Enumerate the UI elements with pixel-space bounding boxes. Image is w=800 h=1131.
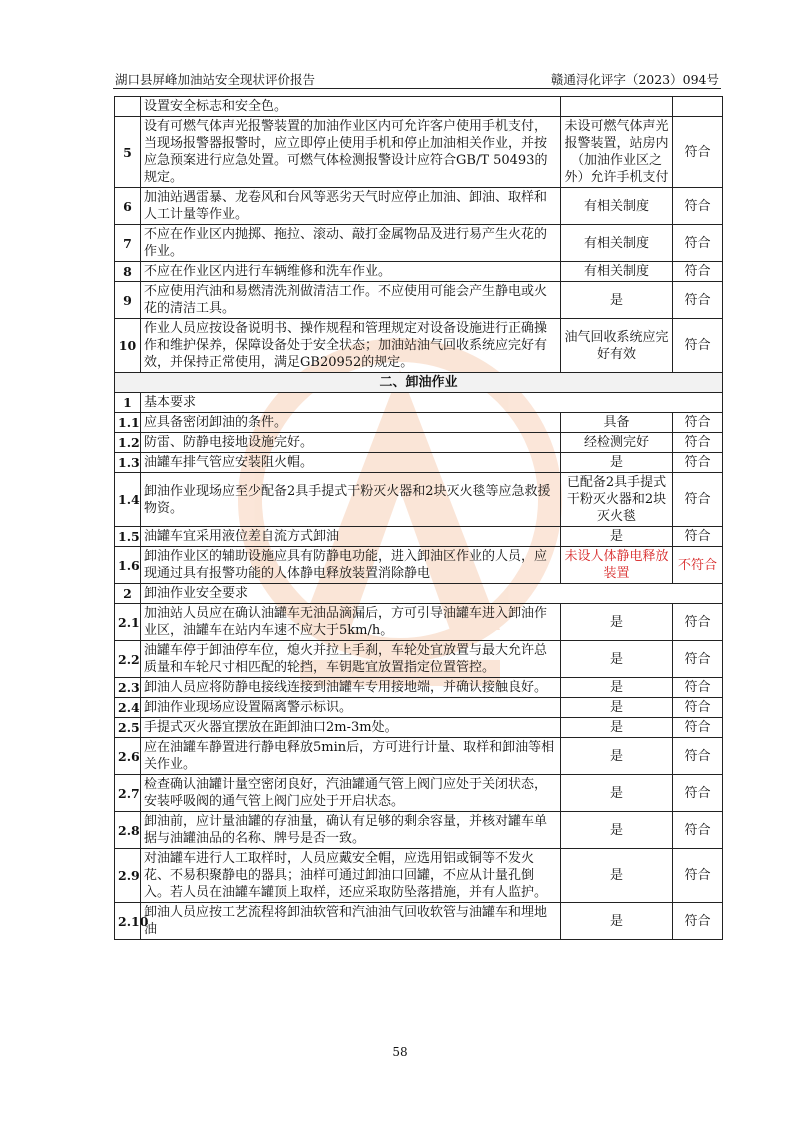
check-result: 未设人体静电释放装置	[561, 547, 673, 584]
requirement-text: 不应在作业区内进行车辆维修和洗车作业。	[141, 262, 561, 282]
row-number: 2	[115, 584, 141, 604]
requirement-text: 对油罐车进行人工取样时，人员应戴安全帽，应选用铝或铜等不发火花、不易积聚静电的器具；油样可通过卸油口回罐，不应从计量孔倒入。若人员在油罐车罐顶上取样，还应采取防坠落措施，并有人监护。	[141, 849, 561, 903]
requirement-text: 加油站人员应在确认油罐车无油品滴漏后，方可引导油罐车进入卸油作业区，油罐车在站内车速不应大于5km/h。	[141, 604, 561, 641]
requirement-text: 卸油作业区的辅助设施应具有防静电功能，进入卸油区作业的人员，应现通过具有报警功能的人体静电释放装置消除静电	[141, 547, 561, 584]
check-result: 是	[561, 775, 673, 812]
row-number: 6	[115, 188, 141, 225]
requirement-text: 不应在作业区内抛掷、拖拉、滚动、敲打金属物品及进行易产生火花的作业。	[141, 225, 561, 262]
check-result: 有相关制度	[561, 225, 673, 262]
row-number: 2.2	[115, 641, 141, 678]
table-row	[115, 903, 723, 940]
table-row	[115, 849, 723, 903]
row-number: 10	[115, 319, 141, 373]
report-number: 赣通浔化评字（2023）094号	[550, 72, 719, 87]
conclusion: 符合	[673, 319, 723, 373]
requirement-text: 检查确认油罐计量空密闭良好，汽油罐通气管上阀门应处于关闭状态，安装呼吸阀的通气管上阀门应处于开启状态。	[141, 775, 561, 812]
requirement-text: 设有可燃气体声光报警装置的加油作业区内可允许客户使用手机支付，当现场报警器报警时，应立即停止使用手机和停止加油相关作业，并按应急预案进行应急处置。可燃气体检测报警设计应符合GB/T 50493的规定。	[141, 117, 561, 188]
subsection-title: 卸油作业安全要求	[141, 584, 723, 604]
check-result: 是	[561, 903, 673, 940]
table-row	[115, 604, 723, 641]
table-row	[115, 117, 723, 188]
row-number: 1.6	[115, 547, 141, 584]
check-result: 有相关制度	[561, 262, 673, 282]
table-row	[115, 738, 723, 775]
table-row	[115, 393, 723, 413]
conclusion: 符合	[673, 903, 723, 940]
requirement-text: 油罐车宜采用液位差自流方式卸油	[141, 527, 561, 547]
report-title: 湖口县屏峰加油站安全现状评价报告	[115, 72, 316, 87]
check-result: 油气回收系统应完好有效	[561, 319, 673, 373]
requirement-text: 卸油作业现场应设置隔离警示标识。	[141, 698, 561, 718]
conclusion: 符合	[673, 188, 723, 225]
conclusion: 符合	[673, 738, 723, 775]
row-number: 2.4	[115, 698, 141, 718]
requirement-text: 不应使用汽油和易燃清洗剂做清洁工作。不应使用可能会产生静电或火花的清洁工具。	[141, 282, 561, 319]
table-row	[115, 262, 723, 282]
table-row	[115, 641, 723, 678]
page-number: 58	[392, 1045, 408, 1059]
row-number: 1	[115, 393, 141, 413]
row-number: 2.8	[115, 812, 141, 849]
check-result	[561, 97, 673, 117]
conclusion: 符合	[673, 775, 723, 812]
table-row	[115, 678, 723, 698]
requirement-text: 卸油人员应按工艺流程将卸油软管和汽油油气回收软管与油罐车和埋地油	[141, 903, 561, 940]
conclusion: 符合	[673, 604, 723, 641]
conclusion: 符合	[673, 413, 723, 433]
check-result: 是	[561, 698, 673, 718]
table-row	[115, 373, 723, 393]
table-row	[115, 718, 723, 738]
table-row	[115, 97, 723, 117]
row-number	[115, 97, 141, 117]
row-number: 9	[115, 282, 141, 319]
row-number: 2.6	[115, 738, 141, 775]
check-result: 是	[561, 812, 673, 849]
table-row	[115, 453, 723, 473]
row-number: 1.3	[115, 453, 141, 473]
table-row	[115, 812, 723, 849]
table-row	[115, 775, 723, 812]
requirement-text: 卸油作业现场应至少配备2具手提式干粉灭火器和2块灭火毯等应急救援物资。	[141, 473, 561, 527]
row-number: 7	[115, 225, 141, 262]
table-row	[115, 282, 723, 319]
section-heading: 二、卸油作业	[115, 373, 723, 393]
check-result: 是	[561, 604, 673, 641]
requirement-text: 设置安全标志和安全色。	[141, 97, 561, 117]
table-row	[115, 225, 723, 262]
conclusion: 符合	[673, 453, 723, 473]
row-number: 2.5	[115, 718, 141, 738]
check-result: 是	[561, 718, 673, 738]
requirement-text: 防雷、防静电接地设施完好。	[141, 433, 561, 453]
requirement-text: 应具备密闭卸油的条件。	[141, 413, 561, 433]
conclusion: 符合	[673, 698, 723, 718]
check-result: 已配备2具手提式干粉灭火器和2块灭火毯	[561, 473, 673, 527]
requirement-text: 手提式灭火器宜摆放在距卸油口2m-3m处。	[141, 718, 561, 738]
row-number: 1.1	[115, 413, 141, 433]
requirement-text: 油罐车排气管应安装阻火帽。	[141, 453, 561, 473]
conclusion: 符合	[673, 849, 723, 903]
row-number: 8	[115, 262, 141, 282]
conclusion: 符合	[673, 678, 723, 698]
check-result: 未设可燃气体声光报警装置，站房内（加油作业区之外）允许手机支付	[561, 117, 673, 188]
conclusion	[673, 97, 723, 117]
row-number: 1.5	[115, 527, 141, 547]
conclusion: 符合	[673, 812, 723, 849]
row-number: 2.10	[115, 903, 141, 940]
requirement-text: 加油站遇雷暴、龙卷风和台风等恶劣天气时应停止加油、卸油、取样和人工计量等作业。	[141, 188, 561, 225]
check-result: 有相关制度	[561, 188, 673, 225]
conclusion: 符合	[673, 282, 723, 319]
conclusion: 符合	[673, 262, 723, 282]
requirement-text: 作业人员应按设备说明书、操作规程和管理规定对设备设施进行正确操作和维护保养，保障设备处于安全状态；加油站油气回收系统应完好有效，并保持正常使用，满足GB20952的规定。	[141, 319, 561, 373]
row-number: 2.3	[115, 678, 141, 698]
conclusion: 符合	[673, 527, 723, 547]
row-number: 5	[115, 117, 141, 188]
check-result: 是	[561, 282, 673, 319]
check-result: 是	[561, 849, 673, 903]
conclusion: 符合	[673, 225, 723, 262]
requirement-text: 油罐车停于卸油停车位，熄火并拉上手刹，车轮处宜放置与最大允许总质量和车轮尺寸相匹配的轮挡，车钥匙宜放置指定位置管控。	[141, 641, 561, 678]
table-row	[115, 547, 723, 584]
conclusion: 符合	[673, 473, 723, 527]
check-result: 是	[561, 738, 673, 775]
conclusion: 符合	[673, 718, 723, 738]
requirement-text: 应在油罐车静置进行静电释放5min后，方可进行计量、取样和卸油等相关作业。	[141, 738, 561, 775]
table-row	[115, 473, 723, 527]
table-row	[115, 188, 723, 225]
conclusion: 符合	[673, 433, 723, 453]
check-result: 具备	[561, 413, 673, 433]
check-result: 是	[561, 453, 673, 473]
row-number: 2.1	[115, 604, 141, 641]
row-number: 2.9	[115, 849, 141, 903]
conclusion: 不符合	[673, 547, 723, 584]
requirement-text: 卸油人员应将防静电接线连接到油罐车专用接地端，并确认接触良好。	[141, 678, 561, 698]
page-header	[113, 66, 721, 89]
evaluation-table	[114, 96, 723, 940]
table-row	[115, 698, 723, 718]
table-row	[115, 527, 723, 547]
check-result: 经检测完好	[561, 433, 673, 453]
check-result: 是	[561, 678, 673, 698]
row-number: 1.2	[115, 433, 141, 453]
row-number: 2.7	[115, 775, 141, 812]
row-number: 1.4	[115, 473, 141, 527]
table-row	[115, 433, 723, 453]
check-result: 是	[561, 641, 673, 678]
conclusion: 符合	[673, 117, 723, 188]
table-row	[115, 584, 723, 604]
table-row	[115, 413, 723, 433]
subsection-title: 基本要求	[141, 393, 723, 413]
requirement-text: 卸油前，应计量油罐的存油量，确认有足够的剩余容量，并核对罐车单据与油罐油品的名称、牌号是否一致。	[141, 812, 561, 849]
table-row	[115, 319, 723, 373]
check-result: 是	[561, 527, 673, 547]
conclusion: 符合	[673, 641, 723, 678]
